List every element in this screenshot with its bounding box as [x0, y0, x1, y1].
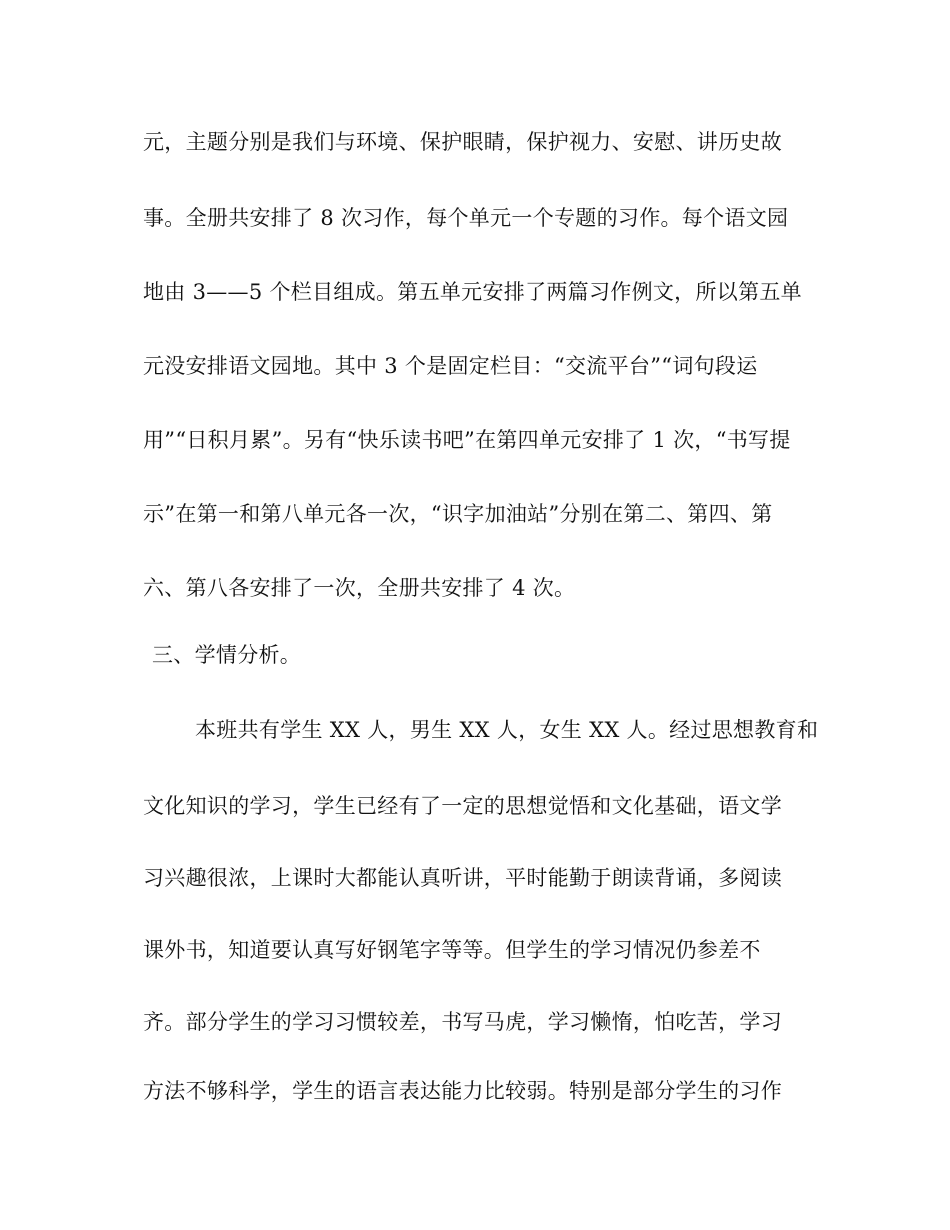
paragraph-line: 示”在第一和第八单元各一次，“识字加油站”分别在第二、第四、第 [143, 502, 773, 526]
paragraph-line: 事。全册共安排了 8 次习作，每个单元一个专题的习作。每个语文园 [143, 206, 789, 230]
paragraph-line: 六、第八各安排了一次，全册共安排了 4 次。 [143, 576, 576, 600]
paragraph-line: 文化知识的学习，学生已经有了一定的思想觉悟和文化基础，语文学 [143, 794, 782, 818]
paragraph-line: 方法不够科学，学生的语言表达能力比较弱。特别是部分学生的习作 [143, 1079, 782, 1103]
paragraph-line: 本班共有学生 XX 人，男生 XX 人，女生 XX 人。经过思想教育和 [195, 718, 819, 742]
section-heading: 三、学情分析。 [152, 643, 302, 667]
paragraph-line: 齐。部分学生的学习习惯较差，书写马虎，学习懒惰，怕吃苦，学习 [143, 1010, 782, 1034]
paragraph-line: 用”“日积月累”。另有“快乐读书吧”在第四单元安排了 1 次，“书写提 [143, 428, 791, 452]
paragraph-line: 元，主题分别是我们与环境、保护眼睛，保护视力、安慰、讲历史故 [143, 130, 782, 154]
paragraph-line: 元没安排语文园地。其中 3 个是固定栏目：“交流平台”“词句段运 [143, 354, 758, 378]
paragraph-line: 地由 3——5 个栏目组成。第五单元安排了两篇习作例文，所以第五单 [143, 280, 802, 304]
paragraph-line: 课外书，知道要认真写好钢笔字等等。但学生的学习情况仍参差不 [143, 938, 761, 962]
paragraph-line: 习兴趣很浓，上课时大都能认真听讲，平时能勤于朗读背诵，多阅读 [143, 866, 782, 890]
